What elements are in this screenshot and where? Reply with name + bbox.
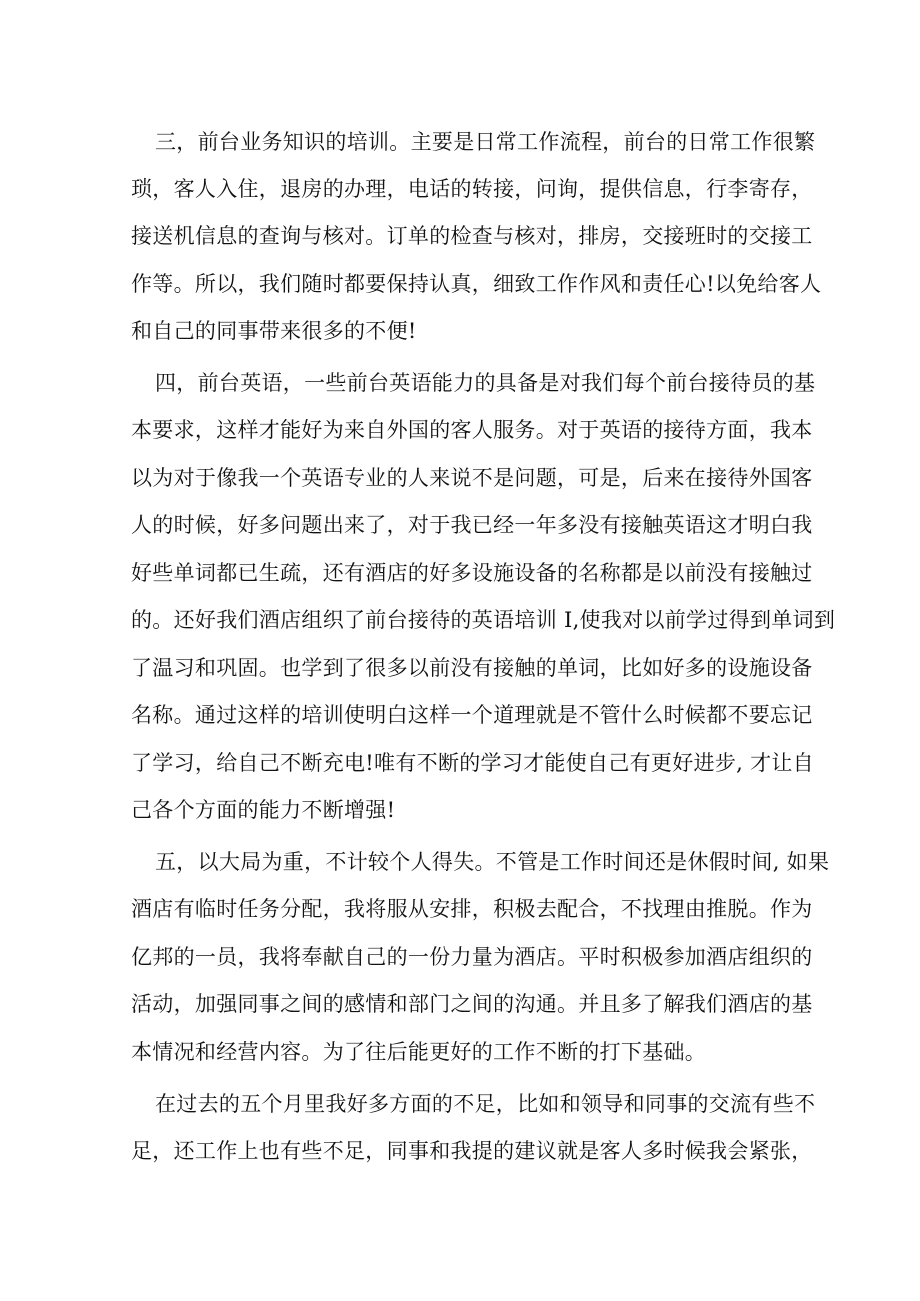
text-line: 足，还工作上也有些不足，同事和我提的建议就是客人多时候我会紧张，: [131, 1139, 813, 1163]
text-line: 本要求，这样才能好为来自外国的客人服务。对于英语的接待方面，我本: [131, 418, 813, 442]
text-line: 了学习，给自己不断充电!唯有不断的学习才能使自己有更好进步, 才让自: [131, 751, 814, 775]
text-line: 接送机信息的查询与核对。订单的检查与核对，排房，交接班时的交接工: [131, 224, 813, 248]
text-line: 作等。所以，我们随时都要保持认真，细致工作作风和责任心!以免给客人: [131, 272, 822, 296]
text-line: 亿邦的一员，我将奉献自己的一份力量为酒店。平时积极参加酒店组织的: [131, 945, 813, 969]
text-line: 酒店有临时任务分配，我将服从安排，积极去配合，不找理由推脱。作为: [131, 897, 813, 921]
text-line: 本情况和经营内容。为了往后能更好的工作不断的打下基础。: [131, 1040, 707, 1064]
text-line: 以为对于像我一个英语专业的人来说不是问题，可是，后来在接待外国客: [131, 466, 813, 490]
text-line: 好些单词都已生疏，还有酒店的好多设施设备的名称都是以前没有接触过: [131, 561, 813, 585]
text-line: 三，前台业务知识的培训。主要是日常工作流程，前台的日常工作很繁: [155, 130, 816, 154]
text-line: 的。还好我们酒店组织了前台接待的英语培训 I,使我对以前学过得到单词到: [131, 608, 836, 632]
text-line: 人的时候，好多问题出来了，对于我已经一年多没有接触英语这才明白我: [131, 513, 813, 537]
text-line: 活动，加强同事之间的感情和部门之间的沟通。并且多了解我们酒店的基: [131, 992, 813, 1016]
text-line: 琐，客人入住，退房的办理，电话的转接，问询，提供信息，行李寄存，: [131, 177, 813, 201]
text-line: 了温习和巩固。也学到了很多以前没有接触的单词，比如好多的设施设备: [131, 656, 813, 680]
text-line: 名称。通过这样的培训使明白这样一个道理就是不管什么时候都不要忘记: [131, 703, 813, 727]
text-line: 在过去的五个月里我好多方面的不足，比如和领导和同事的交流有些不: [155, 1092, 816, 1116]
text-line: 五，以大局为重，不计较个人得失。不管是工作时间还是休假时间, 如果: [155, 850, 830, 874]
text-line: 四，前台英语，一些前台英语能力的具备是对我们每个前台接待员的基: [155, 371, 816, 395]
text-line: 和自己的同事带来很多的不便!: [131, 319, 417, 343]
text-line: 己各个方面的能力不断增强!: [131, 798, 396, 822]
